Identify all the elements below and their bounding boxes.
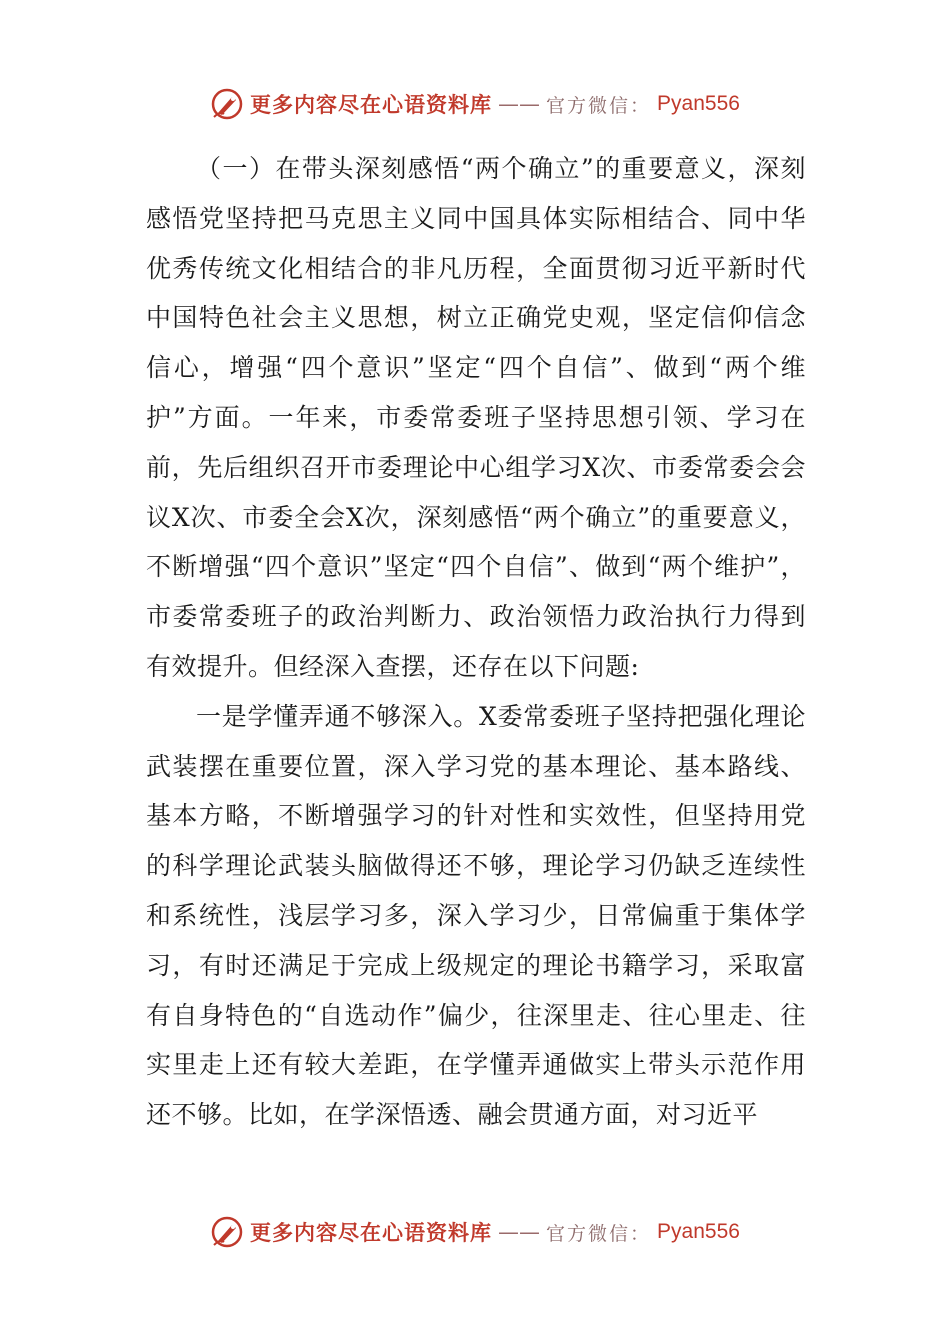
watermark-wechat-label: 官方微信：: [546, 1222, 652, 1245]
watermark-brand: 更多内容尽在心语资料库: [250, 92, 493, 117]
paragraph-issue-one: 一是学懂弄通不够深入。X委常委班子坚持把强化理论武装摆在重要位置，深入学习党的基本理论、基本路线、基本方略，不断增强学习的针对性和实效性，但坚持用党的科学理论武装头脑做得还不够，理论学习仍缺乏连续性和系统性，浅层学习多，深入学习少，日常偏重于集体学习，有时还满足于完成上级规定的理论书籍学习，采取富有自身特色的“自选动作”偏少，往深里走、往心里走、往实里走上还有较大差距，在学懂弄通做实上带头示范作用还不够。比如，在学深悟透、融会贯通方面，对习近平: [146, 701, 806, 1130]
watermark-wechat-id: Pyan556: [657, 92, 740, 115]
footer-watermark: [0, 1212, 950, 1252]
watermark-wechat-id: Pyan556: [657, 1220, 740, 1243]
watermark-wechat-label: 官方微信：: [546, 94, 652, 117]
pen-nib-logo-icon: [210, 87, 244, 121]
pen-nib-logo-icon: [210, 1215, 244, 1249]
watermark-separator: ——: [498, 92, 541, 116]
watermark-separator: ——: [498, 1220, 541, 1244]
watermark-brand: 更多内容尽在心语资料库: [250, 1220, 493, 1245]
document-body: [146, 144, 806, 1140]
paragraph-section-one: （一）在带头深刻感悟“两个确立”的重要意义，深刻感悟党坚持把马克思主义同中国具体实际相结合、同中华优秀传统文化相结合的非凡历程，全面贯彻习近平新时代中国特色社会主义思想，树立正确党史观，坚定信仰信念信心，增强“四个意识”坚定“四个自信”、做到“两个维护”方面。一年来，市委常委班子坚持思想引领、学习在前，先后组织召开市委理论中心组学习X次、市委常委会会议X次、市委全会X次，深刻感悟“两个确立”的重要意义，不断增强“四个意识”坚定“四个自信”、做到“两个维护”，市委常委班子的政治判断力、政治领悟力政治执行力得到有效提升。但经深入查摆，还存在以下问题:: [146, 154, 806, 681]
header-watermark: [0, 84, 950, 124]
